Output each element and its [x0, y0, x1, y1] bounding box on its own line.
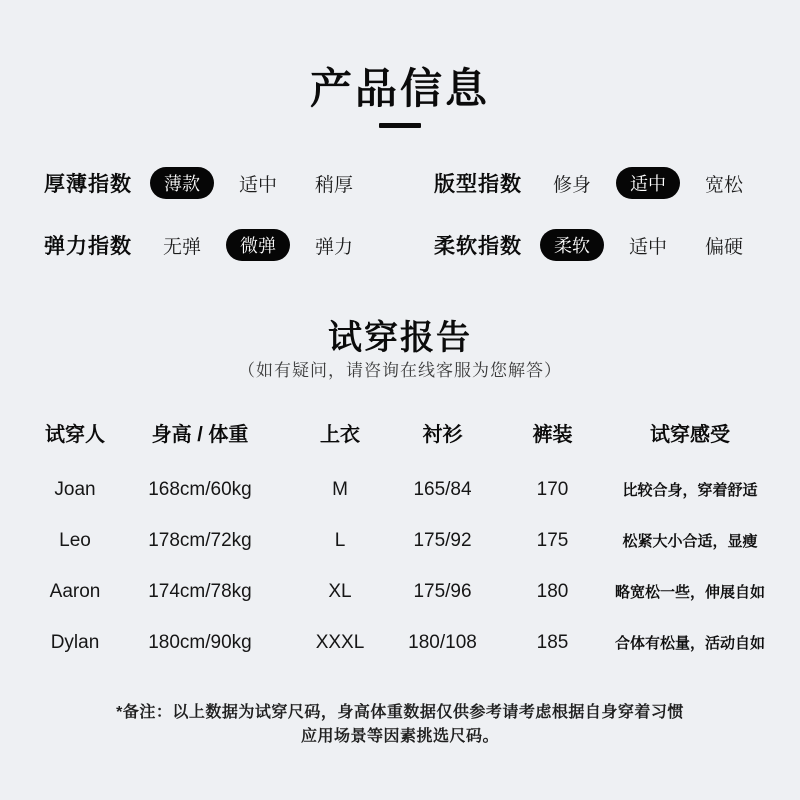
option-chip-selected: 适中	[616, 167, 680, 199]
index-group-softness	[434, 229, 756, 261]
page-title: 产品信息	[309, 65, 490, 112]
cell-pants: 185	[536, 631, 569, 653]
cell-pants: 180	[536, 580, 569, 602]
cell-tester: Joan	[54, 478, 96, 500]
table-row	[40, 617, 770, 668]
index-label-thickness: 厚薄指数	[44, 173, 132, 196]
cell-shirt: 175/96	[413, 580, 472, 602]
cell-feel: 合体有松量，活动自如	[614, 635, 765, 652]
cell-shirt: 180/108	[408, 631, 477, 653]
index-label-fit: 版型指数	[434, 173, 522, 196]
cell-feel: 松紧大小合适，显瘦	[622, 533, 758, 550]
cell-height-weight: 174cm/78kg	[148, 580, 252, 602]
cell-top: XXXL	[315, 631, 365, 653]
option-chip: 修身	[552, 174, 591, 196]
fit-report-table-header	[40, 418, 770, 446]
cell-pants: 175	[536, 529, 569, 551]
table-row	[40, 515, 770, 566]
option-chip-selected: 薄款	[150, 167, 214, 199]
option-chip: 偏硬	[704, 236, 743, 258]
cell-feel: 比较合身，穿着舒适	[622, 482, 758, 499]
option-chip-selected: 微弹	[226, 229, 290, 261]
footnote-line-1: *备注：以上数据为试穿尺码，身高体重数据仅供参考请考虑根据自身穿着习惯	[116, 704, 684, 721]
cell-height-weight: 178cm/72kg	[148, 529, 252, 551]
index-row-1	[44, 167, 756, 199]
table-row	[40, 566, 770, 617]
option-chip: 无弹	[162, 236, 201, 258]
title-dash-divider	[379, 123, 421, 128]
fit-report-title: 试穿报告	[328, 319, 472, 357]
cell-pants: 170	[536, 478, 569, 500]
cell-height-weight: 168cm/60kg	[148, 478, 252, 500]
cell-shirt: 175/92	[413, 529, 472, 551]
cell-top: M	[332, 478, 348, 500]
option-chip: 稍厚	[314, 174, 353, 196]
index-group-elasticity	[44, 229, 366, 261]
option-chip: 弹力	[314, 236, 353, 258]
cell-feel: 略宽松一些，伸展自如	[614, 584, 765, 601]
index-group-thickness	[44, 167, 366, 199]
cell-height-weight: 180cm/90kg	[148, 631, 252, 653]
option-chip-selected: 柔软	[540, 229, 604, 261]
column-header-height-weight: 身高 / 体重	[151, 424, 249, 446]
column-header-shirt: 衬衫	[422, 424, 463, 446]
column-header-pants: 裤装	[532, 424, 573, 446]
fit-report-table-body	[40, 464, 770, 668]
cell-tester: Leo	[59, 529, 91, 551]
option-chip: 适中	[238, 174, 277, 196]
footnote-line-2: 应用场景等因素挑选尺码。	[300, 728, 499, 745]
option-chip: 宽松	[704, 174, 743, 196]
cell-top: XL	[328, 580, 352, 602]
footnote	[0, 701, 800, 749]
cell-shirt: 165/84	[413, 478, 472, 500]
cell-tester: Aaron	[49, 580, 101, 602]
table-row	[40, 464, 770, 515]
column-header-tester: 试穿人	[45, 424, 105, 446]
index-label-softness: 柔软指数	[434, 235, 522, 258]
index-label-elasticity: 弹力指数	[44, 235, 132, 258]
index-group-fit	[434, 167, 756, 199]
cell-tester: Dylan	[50, 631, 100, 653]
cell-top: L	[334, 529, 346, 551]
option-chip: 适中	[628, 236, 667, 258]
fit-report-subtitle: （如有疑问，请咨询在线客服为您解答）	[238, 361, 562, 380]
column-header-feel: 试穿感受	[650, 424, 730, 446]
index-row-2	[44, 229, 756, 261]
column-header-top: 上衣	[320, 424, 360, 446]
